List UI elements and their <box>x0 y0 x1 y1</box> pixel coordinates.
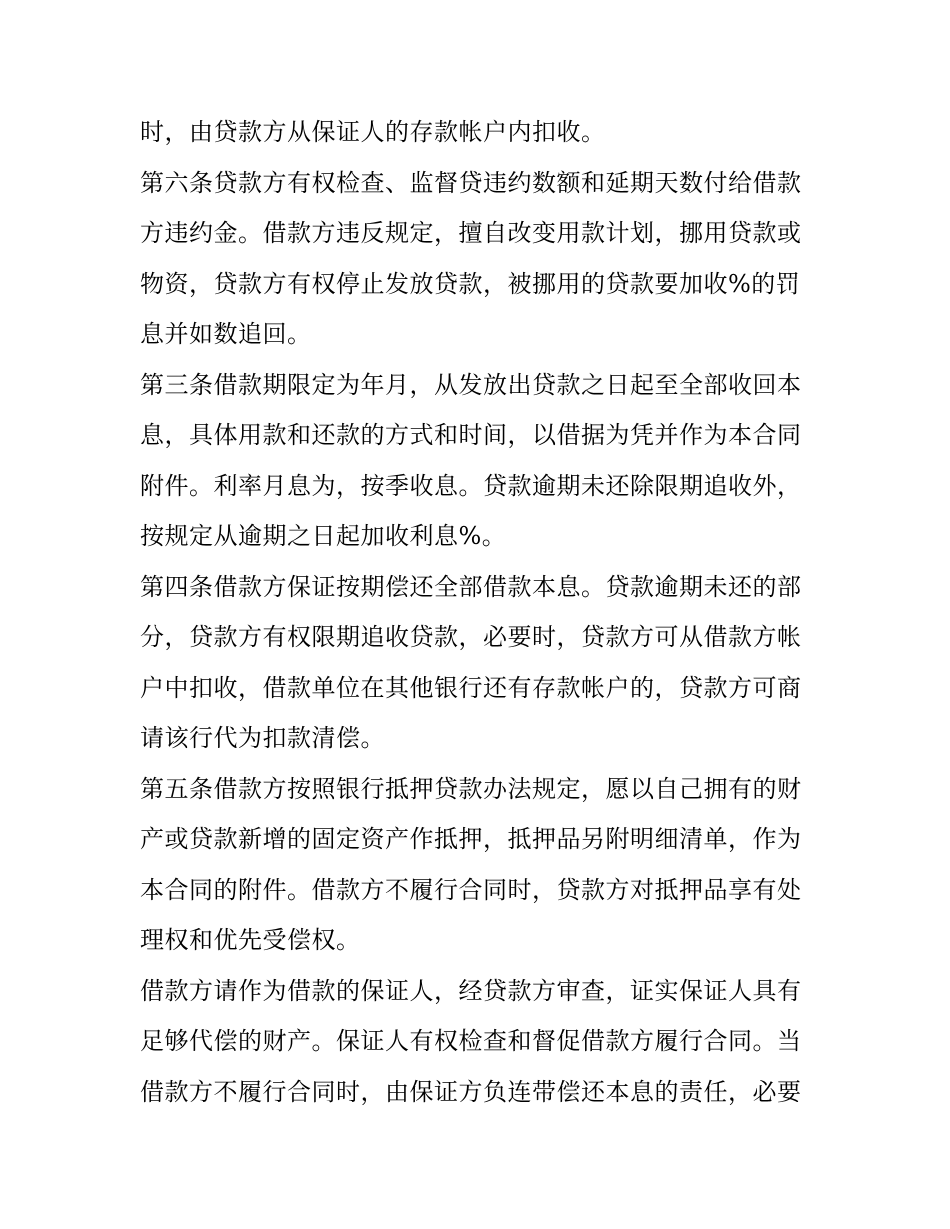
text-line: 按规定从逾期之日起加收利息%。 <box>140 522 507 550</box>
text-line: 第六条贷款方有权检查、监督贷违约数额和延期天数付给借款 <box>140 168 802 197</box>
text-line: 时，由贷款方从保证人的存款帐户内扣收。 <box>140 118 606 146</box>
document-body <box>140 107 820 1117</box>
text-line: 足够代偿的财产。保证人有权检查和督促借款方履行合同。当 <box>140 1027 802 1055</box>
text-line: 理权和优先受偿权。 <box>140 926 361 954</box>
text-line: 本合同的附件。借款方不履行合同时，贷款方对抵押品享有处 <box>140 875 802 904</box>
text-line: 借款方不履行合同时，由保证方负连带偿还本息的责任，必要 <box>140 1077 802 1106</box>
text-line: 户中扣收，借款单位在其他银行还有存款帐户的，贷款方可商 <box>140 673 802 702</box>
text-line: 分，贷款方有权限期追收贷款，必要时，贷款方可从借款方帐 <box>140 623 802 651</box>
text-line: 息，具体用款和还款的方式和时间，以借据为凭并作为本合同 <box>140 421 802 449</box>
text-line: 物资，贷款方有权停止发放贷款，被挪用的贷款要加收%的罚 <box>140 269 801 298</box>
text-line: 第三条借款期限定为年月，从发放出贷款之日起至全部收回本 <box>140 370 802 399</box>
text-line: 方违约金。借款方违反规定，擅自改变用款计划，挪用贷款或 <box>140 219 802 247</box>
text-line: 产或贷款新增的固定资产作抵押，抵押品另附明细清单，作为 <box>140 825 802 853</box>
text-line: 附件。利率月息为，按季收息。贷款逾期未还除限期追收外， <box>140 471 802 500</box>
text-line: 息并如数追回。 <box>140 320 312 348</box>
text-line: 借款方请作为借款的保证人，经贷款方审查，证实保证人具有 <box>140 976 802 1005</box>
text-line: 请该行代为扣款清偿。 <box>140 724 385 752</box>
text-line: 第五条借款方按照银行抵押贷款办法规定，愿以自己拥有的财 <box>140 774 802 803</box>
text-line: 第四条借款方保证按期偿还全部借款本息。贷款逾期未还的部 <box>140 572 802 601</box>
